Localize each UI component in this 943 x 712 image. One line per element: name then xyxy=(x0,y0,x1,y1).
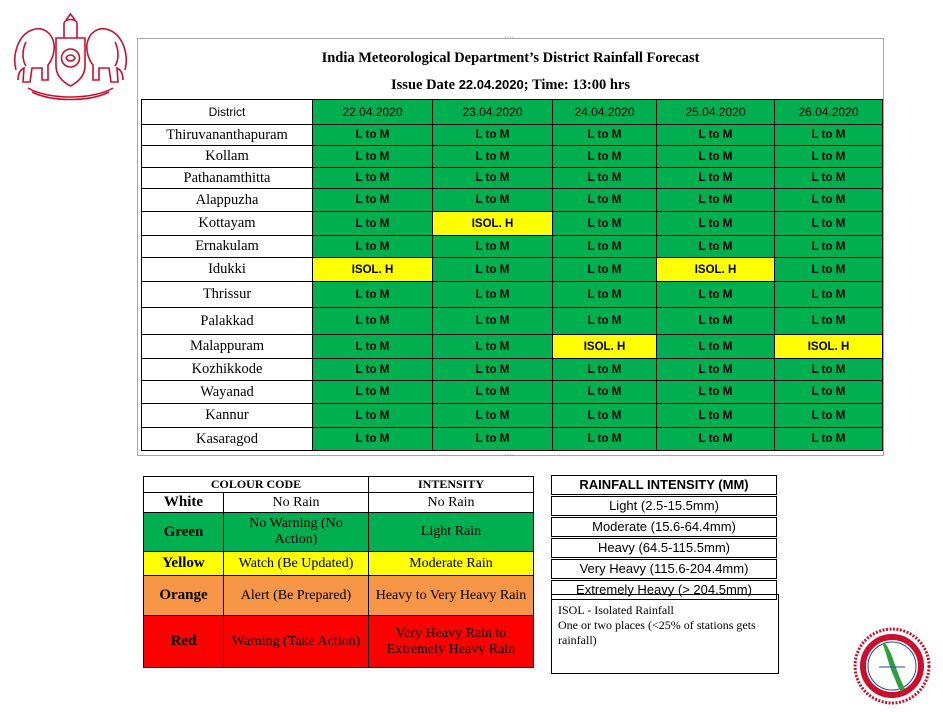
forecast-cell: L to M xyxy=(553,428,657,451)
isol-note-line2: One or two places (<25% of stations gets rainfall) xyxy=(558,618,756,647)
district-name: Kannur xyxy=(142,404,313,428)
forecast-cell: L to M xyxy=(433,308,553,335)
district-row xyxy=(142,428,883,451)
forecast-cell: ISOL. H xyxy=(433,212,553,236)
forecast-cell: L to M xyxy=(433,189,553,212)
colour-code-header: COLOUR CODE xyxy=(144,477,369,493)
forecast-cell: L to M xyxy=(433,168,553,189)
forecast-cell: L to M xyxy=(775,168,883,189)
forecast-cell: L to M xyxy=(313,212,433,236)
colour-intensity: Heavy to Very Heavy Rain xyxy=(369,576,534,616)
date-column-header: 22.04.2020 xyxy=(313,100,433,125)
intensity-header: INTENSITY xyxy=(369,477,534,493)
forecast-cell: L to M xyxy=(657,282,775,308)
forecast-cell: ISOL. H xyxy=(775,335,883,359)
forecast-cell: L to M xyxy=(553,236,657,258)
forecast-cell: L to M xyxy=(775,212,883,236)
district-name: Kottayam xyxy=(142,212,313,236)
district-name: Kasaragod xyxy=(142,428,313,451)
district-name: Wayanad xyxy=(142,381,313,404)
forecast-header-row xyxy=(142,100,883,125)
date-column-header: 25.04.2020 xyxy=(657,100,775,125)
district-row xyxy=(142,282,883,308)
forecast-cell: L to M xyxy=(313,335,433,359)
colour-meaning: Watch (Be Updated) xyxy=(224,552,369,576)
district-row xyxy=(142,335,883,359)
forecast-cell: L to M xyxy=(313,146,433,168)
date-column-header: 23.04.2020 xyxy=(433,100,553,125)
colour-intensity: Moderate Rain xyxy=(369,552,534,576)
forecast-cell: L to M xyxy=(553,168,657,189)
district-row xyxy=(142,308,883,335)
forecast-cell: L to M xyxy=(313,125,433,146)
colour-code-row-red xyxy=(144,616,534,668)
district-row xyxy=(142,146,883,168)
district-rainfall-forecast-panel xyxy=(137,38,884,456)
forecast-cell: L to M xyxy=(433,146,553,168)
rainfall-intensity-item: Extremely Heavy (> 204.5mm) xyxy=(551,580,777,600)
resize-handle-top: ···· xyxy=(504,33,515,42)
district-name: Palakkad xyxy=(142,308,313,335)
forecast-cell: L to M xyxy=(553,381,657,404)
forecast-cell: L to M xyxy=(553,282,657,308)
forecast-cell: L to M xyxy=(775,146,883,168)
colour-code-row-green xyxy=(144,513,534,552)
forecast-cell: ISOL. H xyxy=(313,258,433,282)
forecast-cell: L to M xyxy=(775,189,883,212)
forecast-cell: L to M xyxy=(775,381,883,404)
issue-date: 22.04.2020 xyxy=(458,77,524,92)
forecast-cell: L to M xyxy=(657,125,775,146)
district-row xyxy=(142,168,883,189)
forecast-cell: L to M xyxy=(657,212,775,236)
colour-intensity: No Rain xyxy=(369,493,534,513)
forecast-cell: L to M xyxy=(553,308,657,335)
forecast-cell: L to M xyxy=(433,282,553,308)
issue-label: Issue Date xyxy=(391,77,456,93)
colour-code-row-white xyxy=(144,493,534,513)
date-column-header: 24.04.2020 xyxy=(553,100,657,125)
colour-intensity: Very Heavy Rain to Extremely Heavy Rain xyxy=(369,616,534,668)
forecast-cell: L to M xyxy=(657,189,775,212)
district-row xyxy=(142,125,883,146)
colour-name: Green xyxy=(144,513,224,552)
colour-meaning: No Warning (No Action) xyxy=(224,513,369,552)
forecast-cell: L to M xyxy=(775,125,883,146)
forecast-cell: L to M xyxy=(657,428,775,451)
issue-line xyxy=(138,77,883,94)
district-name: Thiruvananthapuram xyxy=(142,125,313,146)
district-column-header: District xyxy=(142,100,313,125)
colour-meaning: Alert (Be Prepared) xyxy=(224,576,369,616)
forecast-cell: L to M xyxy=(433,359,553,381)
forecast-cell: L to M xyxy=(433,125,553,146)
colour-name: Red xyxy=(144,616,224,668)
forecast-cell: L to M xyxy=(553,258,657,282)
rainfall-intensity-item: Light (2.5-15.5mm) xyxy=(551,496,777,516)
forecast-cell: L to M xyxy=(775,308,883,335)
forecast-cell: L to M xyxy=(553,359,657,381)
district-row xyxy=(142,212,883,236)
district-row xyxy=(142,189,883,212)
forecast-cell: L to M xyxy=(433,335,553,359)
colour-code-row-yellow xyxy=(144,552,534,576)
date-column-header: 26.04.2020 xyxy=(775,100,883,125)
forecast-cell: L to M xyxy=(657,381,775,404)
rainfall-intensity-item: Moderate (15.6-64.4mm) xyxy=(551,517,777,537)
forecast-cell: L to M xyxy=(657,146,775,168)
forecast-cell: L to M xyxy=(313,189,433,212)
isol-note-line1: ISOL - Isolated Rainfall xyxy=(558,603,674,617)
resize-handle-right: : xyxy=(880,238,883,247)
rainfall-intensity-item: Very Heavy (115.6-204.4mm) xyxy=(551,559,777,579)
disaster-management-authority-logo-icon xyxy=(853,627,931,705)
isol-note-box xyxy=(551,594,779,674)
forecast-cell: L to M xyxy=(553,125,657,146)
forecast-cell: L to M xyxy=(657,168,775,189)
district-name: Idukki xyxy=(142,258,313,282)
forecast-cell: L to M xyxy=(553,189,657,212)
forecast-cell: L to M xyxy=(433,428,553,451)
forecast-cell: L to M xyxy=(657,359,775,381)
forecast-cell: L to M xyxy=(313,282,433,308)
forecast-cell: L to M xyxy=(553,146,657,168)
district-name: Kozhikkode xyxy=(142,359,313,381)
district-name: Kollam xyxy=(142,146,313,168)
forecast-cell: L to M xyxy=(775,258,883,282)
forecast-cell: L to M xyxy=(657,308,775,335)
forecast-cell: L to M xyxy=(313,168,433,189)
forecast-cell: ISOL. H xyxy=(657,258,775,282)
colour-intensity: Light Rain xyxy=(369,513,534,552)
forecast-cell: L to M xyxy=(433,381,553,404)
forecast-cell: L to M xyxy=(433,404,553,428)
forecast-header xyxy=(138,39,883,99)
district-name: Thrissur xyxy=(142,282,313,308)
colour-name: Orange xyxy=(144,576,224,616)
forecast-cell: L to M xyxy=(775,236,883,258)
forecast-cell: L to M xyxy=(313,381,433,404)
district-row xyxy=(142,404,883,428)
rainfall-intensity-legend xyxy=(551,475,777,601)
forecast-cell: L to M xyxy=(313,308,433,335)
forecast-title: India Meteorological Department’s District Rainfall Forecast xyxy=(321,50,700,66)
district-row xyxy=(142,258,883,282)
issue-time: ; Time: 13:00 hrs xyxy=(523,77,630,93)
forecast-cell: L to M xyxy=(553,404,657,428)
forecast-cell: L to M xyxy=(657,404,775,428)
colour-meaning: No Rain xyxy=(224,493,369,513)
rainfall-intensity-title: RAINFALL INTENSITY (MM) xyxy=(551,475,777,495)
district-name: Pathanamthitta xyxy=(142,168,313,189)
colour-code-table xyxy=(143,476,534,668)
forecast-cell: L to M xyxy=(775,359,883,381)
forecast-cell: L to M xyxy=(313,236,433,258)
forecast-cell: L to M xyxy=(313,404,433,428)
district-row xyxy=(142,236,883,258)
forecast-cell: L to M xyxy=(433,236,553,258)
forecast-cell: L to M xyxy=(313,428,433,451)
forecast-cell: L to M xyxy=(775,282,883,308)
colour-meaning: Warning (Take Action) xyxy=(224,616,369,668)
forecast-table xyxy=(141,99,883,451)
district-row xyxy=(142,359,883,381)
district-row xyxy=(142,381,883,404)
colour-name: Yellow xyxy=(144,552,224,576)
district-name: Alappuzha xyxy=(142,189,313,212)
district-name: Malappuram xyxy=(142,335,313,359)
colour-name: White xyxy=(144,493,224,513)
forecast-cell: ISOL. H xyxy=(553,335,657,359)
resize-handle-bottom: ···· xyxy=(504,451,515,460)
forecast-cell: L to M xyxy=(433,258,553,282)
forecast-cell: L to M xyxy=(313,359,433,381)
rainfall-intensity-item: Heavy (64.5-115.5mm) xyxy=(551,538,777,558)
forecast-cell: L to M xyxy=(657,335,775,359)
kerala-state-emblem-icon xyxy=(8,10,133,102)
forecast-cell: L to M xyxy=(553,212,657,236)
district-name: Ernakulam xyxy=(142,236,313,258)
forecast-cell: L to M xyxy=(657,236,775,258)
colour-code-header-row xyxy=(144,477,534,493)
forecast-cell: L to M xyxy=(775,404,883,428)
forecast-cell: L to M xyxy=(775,428,883,451)
colour-code-row-orange xyxy=(144,576,534,616)
